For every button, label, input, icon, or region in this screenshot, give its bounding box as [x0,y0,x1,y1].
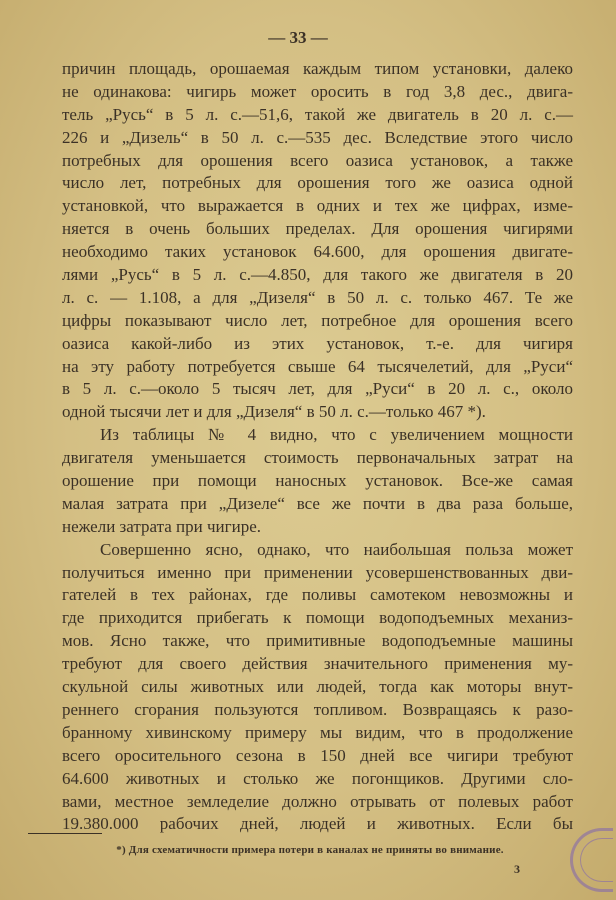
text-line: цифры показывают число лет, потребное для орошения всего [62,310,573,330]
text-line: 226 и „Дизель“ в 50 л. с.—535 дес. Вследствие этого число [62,127,573,147]
text-line: в 5 л. с.—около 5 тысяч лет, для „Руси“ в 20 л. с., около [62,379,573,399]
text-line: бранному хивинскому примеру мы видим, что в продолжение [62,722,573,742]
text-line: гателей в тех районах, где поливы самотеком невозможны и [62,585,573,605]
text-line: получиться именно при применении усовершенствованных дви- [62,562,573,582]
text-line: малая затрата при „Дизеле“ все же почти в два раза больше, [62,493,573,513]
body-text [62,58,573,836]
text-line: двигателя уменьшается стоимость первоначальных затрат на [62,448,573,468]
text-line: скульной силы животных или людей, тогда как моторы внут- [62,677,573,697]
text-line: 64.600 животных и столько же погонщиков. Другими сло- [62,768,573,788]
text-line: Из таблицы № 4 видно, что с увеличением мощности [100,425,573,445]
footnote: *) Для схематичности примера потери в каналах не приняты во внимание. [116,844,504,856]
text-line: потребных для орошения всего оазиса установок, а также [62,150,573,170]
text-line: установкой, что выражается в одних и тех же цифрах, изме- [62,196,573,216]
page-number: — 33 — [268,28,328,47]
text-line: необходимо таких установок 64.600, для орошения двигате- [62,242,573,262]
text-line: на эту работу потребуется свыше 64 тысячелетий, для „Руси“ [62,356,573,376]
text-line: причин площадь, орошаемая каждым типом установки, далеко [62,59,573,78]
text-line: не одинакова: чигирь может оросить в год 3,8 дес., двига- [62,81,573,101]
text-line: тель „Русь“ в 5 л. с.—51,6, такой же двигатель в 20 л. с.— [62,104,573,124]
text-line: где приходится прибегать к помощи водоподъемных механиз- [62,608,573,628]
text-line: Совершенно ясно, однако, что наибольшая польза может [100,539,573,559]
stamp-ring [580,838,613,882]
library-stamp [570,828,613,892]
text-line: няется в очень больших пределах. Для орошения чигирями [62,219,573,239]
text-line: оазиса какой-либо из этих установок, т.-е. для чигиря [62,333,573,353]
text-line: мов. Ясно также, что примитивные водоподъемные машины [62,631,573,651]
text-line: всего оросительного сезона в 150 дней все чигири требуют [62,745,573,765]
text-line: 19.380.000 рабочих дней, людей и животных. Если бы [62,814,573,834]
text-line: орошение при помощи наносных установок. Все-же самая [62,471,573,491]
text-line: число лет, потребных для орошения того же оазиса одной [62,173,573,193]
text-line: вами, местное земледелие должно отрывать от полевых работ [62,791,573,811]
text-line: лями „Русь“ в 5 л. с.—4.850, для такого же двигателя в 20 [62,265,573,285]
footnote-divider [28,833,102,834]
signature-mark: 3 [514,862,520,876]
text-line: нежели затрата при чигире. [62,516,261,536]
text-line: требуют для своего действия значительного применения му- [62,654,573,674]
text-line: реннего сгорания пользуются топливом. Возвращаясь к разо- [62,699,573,719]
text-line: л. с. — 1.108, а для „Дизеля“ в 50 л. с. только 467. Те же [62,287,573,307]
text-line: одной тысячи лет и для „Дизеля“ в 50 л. с.—только 467 *). [62,402,486,422]
